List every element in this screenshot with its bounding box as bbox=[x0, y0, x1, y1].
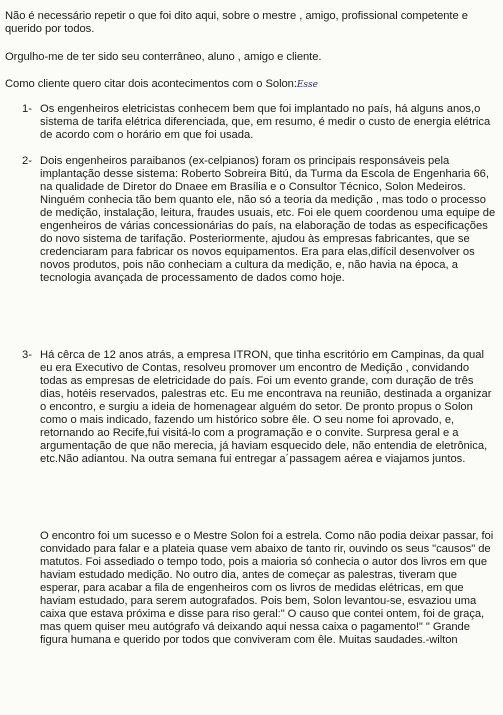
pride-paragraph: Orgulho-me de ter sido seu conterrâneo, aluno , amigo e cliente. bbox=[5, 51, 322, 63]
client-paragraph bbox=[5, 78, 500, 92]
closing-paragraph: O encontro foi um sucesso e o Mestre Solon foi a estrela. Como não podia deixar passar, foi convidado para falar e a plateia quase vem abaixo de tanto rir, ouvindo os seus "causos" de matutos. Foi assediado o tempo todo, pois a maioria só conhecia o autor dos livros em que haviam estudado medição. No outro dia, antes de começar as palestras, tiveram que esperar, para acabar a fila de engenheiros com os livros de medidas elétricas, em que haviam estudado, para serem autografados. Pois bem, Solon levantou-se, esvaziou uma caixa que estava próxima e disse para riso geral:" O causo que contei ontem, foi de graça, mas quem quiser meu autógrafo vá deixando aqui nessa caixa o pagamento!" " Grande figura humana e querido por todos que conviveram com êle. Muitas saudades.-wilton bbox=[40, 530, 494, 646]
list-item-number: 3- bbox=[22, 349, 32, 361]
list-item-number: 2- bbox=[22, 155, 32, 167]
list-item-number: 1- bbox=[22, 103, 32, 115]
client-paragraph-text: Como cliente quero citar dois acontecimentos com o Solon: bbox=[5, 78, 297, 90]
intro-paragraph: Não é necessário repetir o que foi dito aqui, sobre o mestre , amigo, profissional competente e querido por todos. bbox=[5, 10, 468, 35]
list-item-text: Dois engenheiros paraibanos (ex-celpianos) foram os principais responsáveis pela implantação desse sistema: Roberto Sobreira Bitú, da Turma da Escola de Engenharia 66, na qualidade de Diretor do Dnaee em Brasília e o Consultor Técnico, Solon Medeiros. Ninguém conhecia tão bem quanto ele, não só a teoria da medição , mas todo o processo de medição, instalação, leitura, fraudes usuais, etc. Foi ele quem coordenou uma equipe de engenheiros de várias concessionárias do país, na elaboração de todas as especificações do novo sistema de tarifação. Posteriormente, ajudou às empresas fabricantes, que se credenciaram para fabricar os novos equipamentos. Era para elas,difícil desenvolver os novos produtos, pois não conheciam a cultura da medição, e, não havia na época, a tecnologia avançada de processamento de dados como hoje. bbox=[40, 155, 496, 284]
list-item-text: Há cêrca de 12 anos atrás, a empresa ITRON, que tinha escritório em Campinas, da qual eu era Executivo de Contas, resolveu promover um encontro de Medição , convidando todas as empresas de eletricidade do país. Foi um evento grande, com duração de três dias, hotéis reservados, palestras etc. Eu me encontrava na reunião, destinada a organizar o encontro, e surgiu a ideia de homenagear alguém do setor. De pronto propus o Solon como o mais indicado, fazendo um histórico sobre êle. O seu nome foi aprovado, e, retornando ao Recife,fui visitá-lo com a programação e o convite. Surpresa geral e a argumentação de que não merecia, já haviam esquecido dele, não entendia de eletrônica, etc.Não adiantou. Na outra semana fui entregar a´passagem aérea e viajamos juntos. bbox=[40, 349, 492, 465]
list-item-text: Os engenheiros eletricistas conhecem bem que foi implantado no país, há alguns anos,o sistema de tarifa elétrica diferenciada, que, em resumo, é medir o custo de energia elétrica de acordo com o horário em que foi usada. bbox=[40, 103, 491, 141]
handwritten-scribble: Esse bbox=[296, 80, 318, 90]
